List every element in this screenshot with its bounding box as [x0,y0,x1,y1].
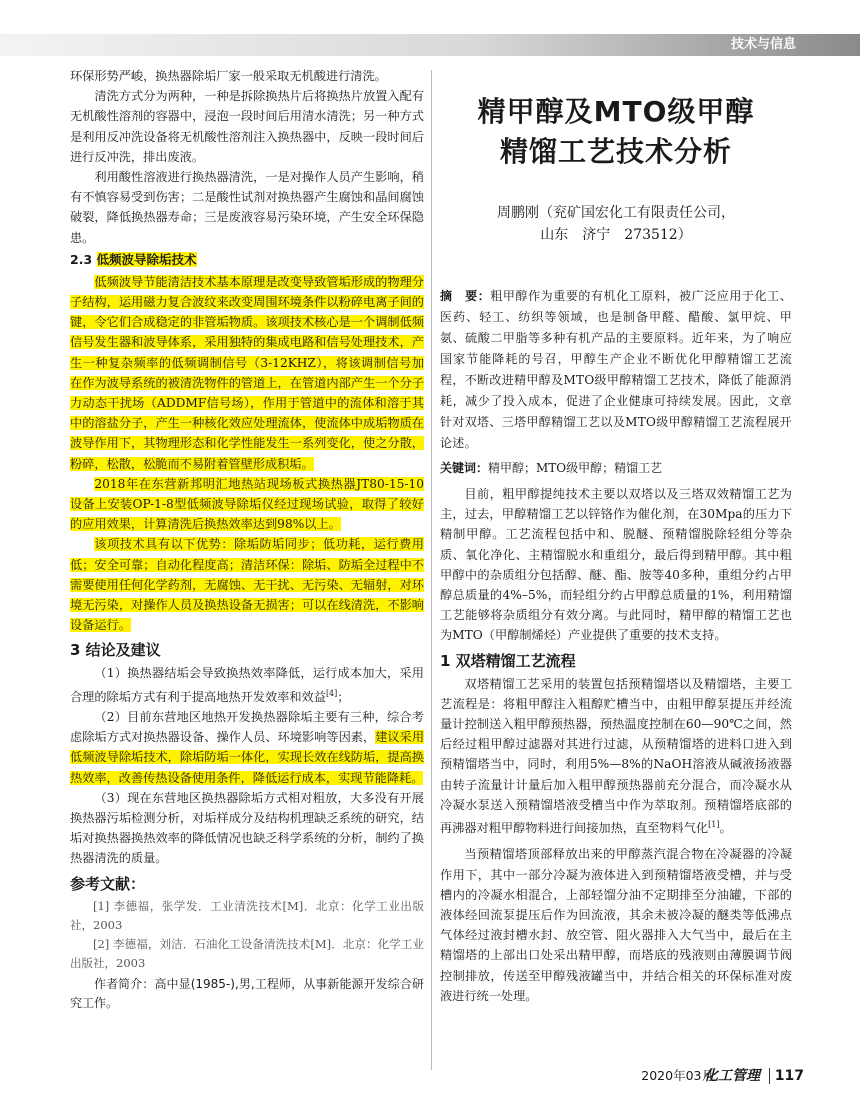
abstract-label: 摘 要： [440,289,491,303]
highlighted-text: 2018年在东营新邦明汇地热站现场板式换热器JT80-15-10设备上安装OP-1-8型低频波导除垢仪经过现场试验，取得了较好的应用效果，计算清洗后换热效率达到98%以上。 [70,476,424,532]
paragraph: 清洗方式分为两种，一种是拆除换热片后将换热片放置入配有无机酸性溶剂的容器中，浸泡一段时间后用清水清洗；另一种方式是利用反冲洗设备将无机酸性溶剂注入换热器中，反映一段时间后进行反冲洗，排出废液。 [70,89,424,164]
paragraph [70,534,424,635]
section-heading-2-3 [70,250,424,270]
left-column [70,66,424,1013]
reference-item: [2] 李德福，刘洁．石油化工设备清洗技术[M]．北京：化学工业出版社，2003 [70,936,424,970]
paragraph: 环保形势严峻，换热器除垢厂家一般采取无机酸进行清洗。 [70,69,387,83]
section-tag: 技术与信息 [730,37,796,52]
column-divider [431,70,432,1070]
footer-separator [769,1068,770,1084]
reference-item: [1] 李德福，张学发．工业清洗技术[M]．北京：化学工业出版社，2003 [70,898,424,932]
section-title: 低频波导除垢技术 [96,251,197,267]
paragraph [70,663,424,706]
right-column [440,66,792,1006]
highlighted-text: 该项技术具有以下优势：除垢防垢同步；低功耗，运行费用低；安全可靠；自动化程度高；清洁环保：除垢、防垢全过程中不需要使用任何化学药剂，无腐蚀、无干扰、无污染、无辐射，对环境无污染，对操作人员及换热设备无损害；可以在线清洗，不影响设备运行。 [70,537,424,633]
paragraph: （3）现在东营地区换热器除垢方式相对粗放，大多没有开展换热器污垢检测分析，对垢样成分及结构机理缺乏系统的研究，结垢对换热器换热效率的降低情况也缺乏科学系统的分析，制约了换热器清洗的质量。 [70,790,424,866]
text: 双塔精馏工艺采用的装置包括预精馏塔以及精馏塔，主要工艺流程是：将粗甲醇注入粗醇贮槽当中，由粗甲醇泵提压并经流量计控制送入粗甲醇预热器，预热温度控制在60—90℃之间，然后经过粗甲醇过滤器对其进行过滤，从预精馏塔的进料口进入到预精馏塔当中，同时，利用5%—8%的NaOH溶液从碱液扬液器由转子流量计计量后加入粗甲醇预热器前充分混合，而冷凝水从冷凝水泵送入预精馏塔液受槽当中作为萃取剂。预精馏塔底部的再沸器对粗甲醇物料进行间接加热，直至物料气化 [440,676,792,836]
keywords [440,458,792,478]
text: ； [337,689,350,704]
byline-line: 周鹏刚（兖矿国宏化工有限责任公司， [497,205,735,221]
author-note: 作者简介：高中显(1985-),男,工程师，从事新能源开发综合研究工作。 [70,976,424,1010]
highlighted-text: 建议采用低频波导除垢技术，除垢防垢一体化，实现长效在线防垢，提高换热效率，改善传热设备使用条件，降低运行成本，实现节能降耗。 [70,730,425,785]
page-footer [0,1066,860,1086]
text: （1）换热器结垢会导致换热效率降低，运行成本加大，采用合理的除垢方式有利于提高地热开发效率和效益 [70,666,424,704]
paragraph: 利用酸性溶液进行换热器清洗，一是对操作人员产生影响，稍有不慎容易受到伤害；二是酸性试剂对换热器产生腐蚀和晶间腐蚀破裂，降低换热器寿命；三是废液容易污染环境，产生安全环保隐患。 [70,170,424,245]
section-number: 2.3 [70,251,93,267]
paragraph: 目前，粗甲醇提纯技术主要以双塔以及三塔双效精馏工艺为主，过去，甲醇精馏工艺以锌铬作为催化剂，在30Mpa的压力下精制甲醇。工艺流程包括中和、脱醚、预精馏脱除轻组分等杂质、氧化净化、主精馏脱水和重组分，最后得到精甲醇。其中粗甲醇中的杂质组分包括醇、醚、酯、胺等40多种，重组分约占甲醇总质量的4%–5%，而轻组分约占甲醇总质量的1%，利用精馏工艺能够将杂质组分有效分离。与此同时，精甲醇的精馏工艺也为MTO（甲醇制烯烃）产业提供了重要的技术支持。 [440,487,792,643]
paragraph [440,674,792,839]
byline-line: 山东 济宁 273512） [540,227,692,243]
page-number: 117 [774,1068,804,1084]
section-heading-3: 3 结论及建议 [70,641,161,660]
paragraph: 当预精馏塔顶部释放出来的甲醇蒸汽混合物在冷凝器的冷凝作用下，其中一部分冷凝为液体进入到预精馏塔液受槽，并与受槽内的冷凝水相混合，上部轻馏分油不定期排至分油罐，下部的液体经回流泵提压后作为回流液，其余未被冷凝的醚类等低沸点气体经过液封槽水封、放空管、阻火器排入大气当中，最后在主精馏塔的上部出口处采出精甲醇，而塔底的残液则由薄膜调节阀控制排放，传送至甲醇残液罐当中，并结合相关的环保标准对废液进行统一处理。 [440,847,792,1003]
title-line: 精甲醇及MTO级甲醇 [477,95,755,128]
citation: [1] [708,820,720,830]
highlighted-text: 低频波导节能清洁技术基本原理是改变导致管垢形成的物理分子结构，运用磁力复合波纹来改变周围环境条件以粉碎电离子间的键，令它们合成稳定的非管垢物质。该项技术核心是一个调制低频信号发生器和波导体系，采用独特的集成电路和信号处理技术，产生一种复杂频率的低频调制信号（3-12KHZ），将该调制信号加在作为波导系统的被清洗物件的管道上，在管道内部产生一个分子力动态干扰场（ADDMF信号场），作用于管道中的流体和溶于其中的溶盐分子，产生一种核化效应处理流体，使流体中成垢物质在波导作用下，其物理形态和化学性能发生一系列变化，使之分散，粉碎，松散，松脆而不易附着管壁形成积垢。 [70,274,424,471]
title-line: 精馏工艺技术分析 [499,135,732,168]
keywords-label: 关键词： [440,461,489,475]
paragraph [70,474,424,535]
section-heading-1: 1 双塔精馏工艺流程 [440,651,576,670]
text: 。 [719,821,732,836]
citation: [4] [325,688,338,698]
text: （2）目前东营地区地热开发换热器除垢主要有三种，综合考虑除垢方式对换热器设备、操作人员、环境影响等因素， [70,709,424,745]
magazine-name: 化工管理 [704,1068,760,1084]
paragraph [70,707,424,788]
keywords-text: 精甲醇；MTO级甲醇；精馏工艺 [488,461,663,475]
references-heading: 参考文献： [70,874,146,893]
abstract-text: 粗甲醇作为重要的有机化工原料，被广泛应用于化工、医药、轻工、纺织等领域，也是制备甲醛、醋酸、氯甲烷、甲氨、硫酸二甲脂等多种有机产品的主要原料。近年来，为了响应国家节能降耗的号召，甲醇生产企业不断优化甲醇精馏工艺流程，不断改进精甲醇及MTO级甲醇精馏工艺技术，降低了能源消耗，减少了投入成本，促进了企业健康可持续发展。因此，文章针对双塔、三塔甲醇精馏工艺以及MTO级甲醇精馏工艺流程展开论述。 [440,289,792,450]
issue-date: 2020年03月 [641,1068,714,1083]
article-title [440,92,792,172]
abstract [440,286,792,454]
author-byline [440,202,792,246]
paragraph [70,272,424,474]
